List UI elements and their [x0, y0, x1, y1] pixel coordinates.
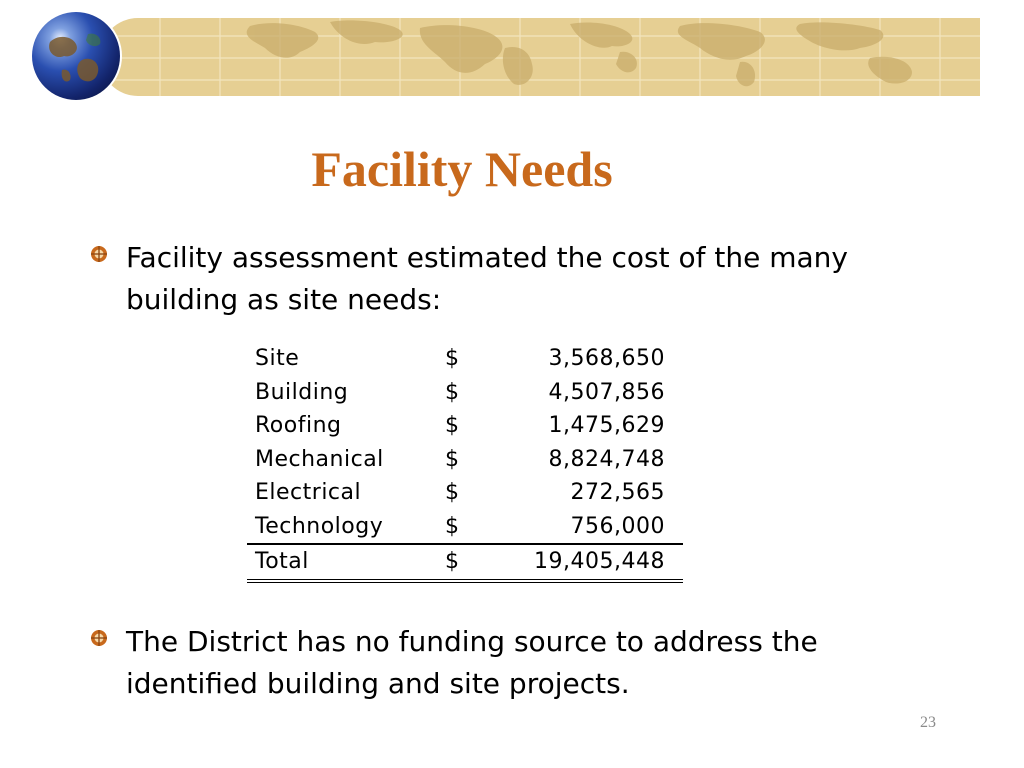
globe-icon [32, 12, 120, 100]
world-map-graphic [100, 18, 980, 96]
row-currency: $ [445, 480, 460, 506]
row-currency: $ [445, 413, 460, 439]
row-label: Site [255, 346, 300, 372]
row-label: Electrical [255, 480, 362, 506]
table-row [247, 510, 683, 545]
row-amount: 8,824,748 [548, 446, 665, 472]
row-label: Roofing [255, 413, 342, 439]
total-amount: 19,405,448 [485, 544, 683, 581]
bullet-icon [90, 245, 108, 263]
header-banner [100, 18, 980, 96]
bullet-item [90, 237, 905, 321]
cost-table [247, 342, 683, 583]
table-row [247, 376, 683, 410]
table-row [247, 342, 683, 376]
row-amount: 4,507,856 [548, 379, 665, 405]
row-currency: $ [445, 379, 460, 405]
row-amount: 272,565 [570, 480, 665, 506]
total-row [247, 544, 683, 581]
row-label: Building [255, 379, 349, 405]
table-row [247, 476, 683, 510]
bullet-icon [90, 629, 108, 647]
bullet-item [90, 621, 905, 705]
row-amount: 756,000 [570, 513, 665, 539]
slide-title: Facility Needs [311, 141, 613, 197]
bullet-text: The District has no funding source to address the identified building and site projects. [126, 625, 818, 700]
row-amount: 3,568,650 [548, 346, 665, 372]
table-row [247, 443, 683, 477]
table-row [247, 409, 683, 443]
total-currency: $ [445, 544, 485, 581]
globe-logo [30, 10, 122, 102]
row-label: Mechanical [255, 446, 384, 472]
row-currency: $ [445, 346, 460, 372]
total-label: Total [247, 544, 445, 581]
row-label: Technology [255, 513, 384, 539]
bullet-text: Facility assessment estimated the cost of the many building as site needs: [126, 241, 848, 316]
row-amount: 1,475,629 [548, 413, 665, 439]
row-currency: $ [445, 513, 460, 539]
page-number: 23 [920, 714, 936, 731]
row-currency: $ [445, 446, 460, 472]
